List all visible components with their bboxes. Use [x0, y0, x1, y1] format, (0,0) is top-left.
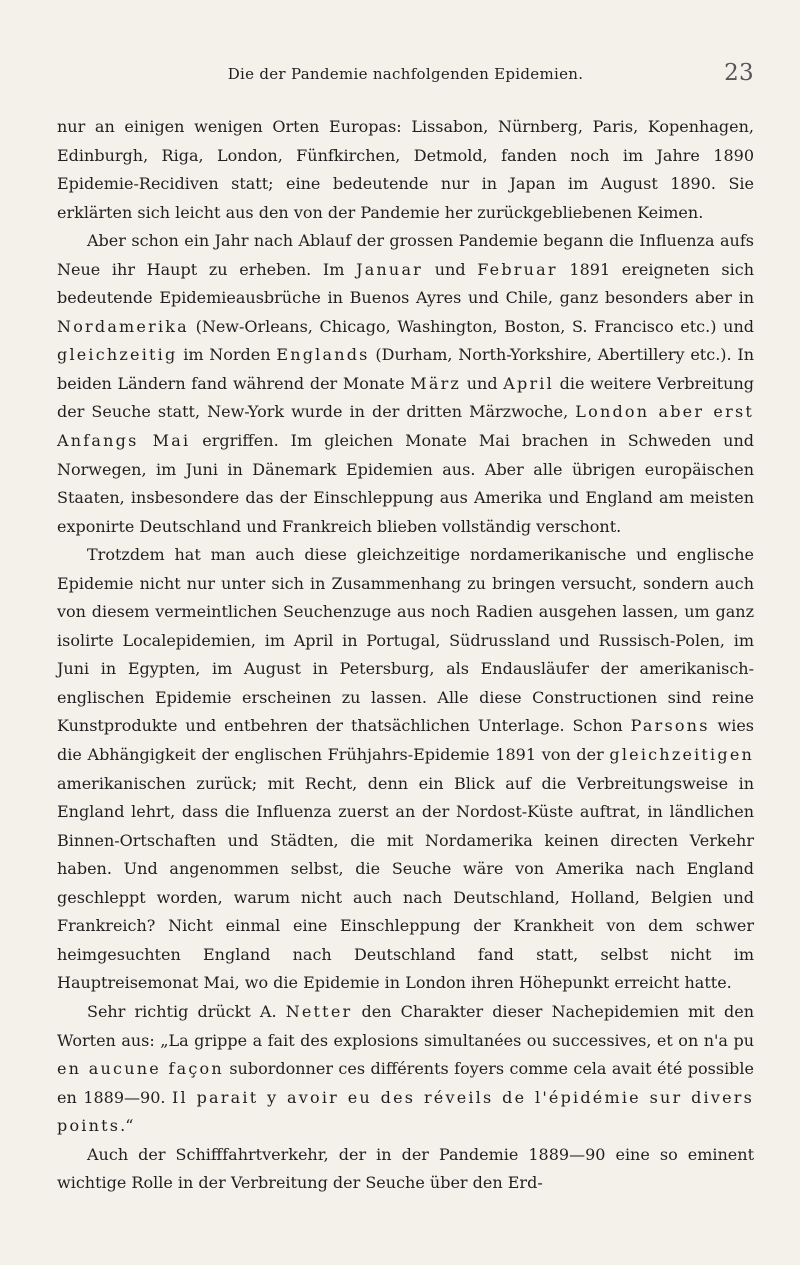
text-segment: wies die Abhängigkeit der englischen Frühjahrs-Epidemie 1891 von der	[57, 716, 754, 765]
text-segment: Sehr richtig drückt A.	[87, 1001, 286, 1021]
emphasized-text: Netter	[285, 1001, 353, 1021]
emphasized-text: März	[410, 373, 462, 393]
emphasized-text: Februar	[477, 259, 558, 279]
emphasized-text: Januar	[356, 259, 424, 279]
paragraph	[57, 1141, 754, 1198]
text-segment: die weitere Verbreitung der Seuche statt, New-York wurde in der dritten Märzwoche,	[57, 373, 754, 422]
page-number: 23	[724, 60, 754, 86]
paragraph	[57, 541, 754, 998]
text-segment: den Charakter dieser Nachepidemien mit den Worten aus: „La grippe a fait des explosions simultanées ou successives, et on n'a pu	[57, 1001, 755, 1050]
text-segment: Auch der Schifffahrtverkehr, der in der Pandemie 1889—90 eine so eminent wichtige Rolle in der Verbreitung der Seuche über den Erd-	[57, 1144, 754, 1193]
emphasized-text: gleichzeitigen	[609, 745, 754, 765]
text-segment: ergriffen. Im gleichen Monate Mai brachen in Schweden und Norwegen, im Juni in Dänemark Epidemien aus. Aber alle übrigen europäischen Staaten, insbesondere das der Einschleppung aus Amerika und England am meisten exponirte Deutschland und Frankreich blieben vollständig verschont.	[57, 431, 755, 536]
emphasized-text: Parsons	[630, 716, 710, 736]
text-segment: und	[423, 259, 478, 279]
paragraph	[57, 113, 754, 227]
text-segment: (Durham, North-Yorkshire, Abertillery etc.). In beiden Ländern fand während der Monate	[57, 345, 755, 393]
text-segment: amerikanischen zurück; mit Recht, denn ein Blick auf die Verbreitungsweise in England lehrt, dass die Influenza zuerst an der Nordost-Küste auftrat, in ländlichen Binnen-Ortschaften und Städten, die mit Nordamerika keinen directen Verkehr haben. Und angenommen selbst, die Seuche wäre von Amerika nach England geschleppt worden, warum nicht auch nach Deutschland, Holland, Belgien und Frankreich? Nicht einmal eine Einschleppung der Krankheit von dem schwer heimgesuchten England nach Deutschland fand statt, selbst nicht im Hauptreisemonat Mai, wo die Epidemie in London ihren Höhepunkt erreicht hatte.	[57, 773, 754, 993]
text-segment: Aber schon ein Jahr nach Ablauf der grossen Pandemie begann die Influenza aufs Neue ihr Haupt zu erheben. Im	[57, 231, 754, 279]
text-segment: (New-Orleans, Chicago, Washington, Boston, S. Francisco etc.) und	[188, 316, 754, 336]
emphasized-text: London aber erst Anfangs Mai	[57, 402, 754, 451]
emphasized-text: April	[503, 373, 554, 393]
emphasized-text: Englands	[276, 345, 370, 365]
text-segment: im Norden	[177, 345, 277, 365]
running-title: Die der Pandemie nachfolgenden Epidemien.	[227, 65, 584, 83]
paragraph	[57, 227, 754, 541]
paragraph	[57, 998, 754, 1141]
text-segment: nur an einigen wenigen Orten Europas: Lissabon, Nürnberg, Paris, Kopenhagen, Edinburgh, Riga, London, Fünfkirchen, Detmold, fanden noch im Jahre 1890 Epidemie-Recidiven statt; eine bedeutende nur in Japan im August 1890. Sie erklärten sich leicht aus den von der Pandemie her zurückgebliebenen Keimen.	[57, 117, 754, 222]
text-segment: 1891 ereigneten sich bedeutende Epidemieausbrüche in Buenos Ayres und Chile, ganz besonders aber in	[57, 259, 755, 308]
running-head	[57, 55, 754, 87]
emphasized-text: en aucune façon	[57, 1059, 224, 1079]
emphasized-text: gleichzeitig	[57, 345, 178, 365]
emphasized-text: Il parait y avoir eu des réveils de l'épidémie sur divers points	[57, 1087, 754, 1136]
body-text	[57, 113, 754, 1198]
text-segment: Trotzdem hat man auch diese gleichzeitige nordamerikanische und englische Epidemie nicht nur unter sich in Zusammenhang zu bringen versucht, sondern auch von diesem vermeintlichen Seuchenzuge aus noch Radien ausgehen lassen, um ganz isolirte Localepidemien, im April in Portugal, Südrussland und Russisch-Polen, im Juni in Egypten, im August in Petersburg, als Endausläufer der amerikanisch-englischen Epidemie erscheinen zu lassen. Alle diese Constructionen sind reine Kunstprodukte und entbehren der thatsächlichen Unterlage. Schon	[57, 545, 754, 736]
text-segment: und	[461, 373, 504, 393]
emphasized-text: Nordamerika	[57, 316, 189, 336]
text-segment: .“	[120, 1116, 134, 1136]
text-segment: subordonner ces différents foyers comme cela avait été possible en 1889—90.	[57, 1059, 755, 1107]
